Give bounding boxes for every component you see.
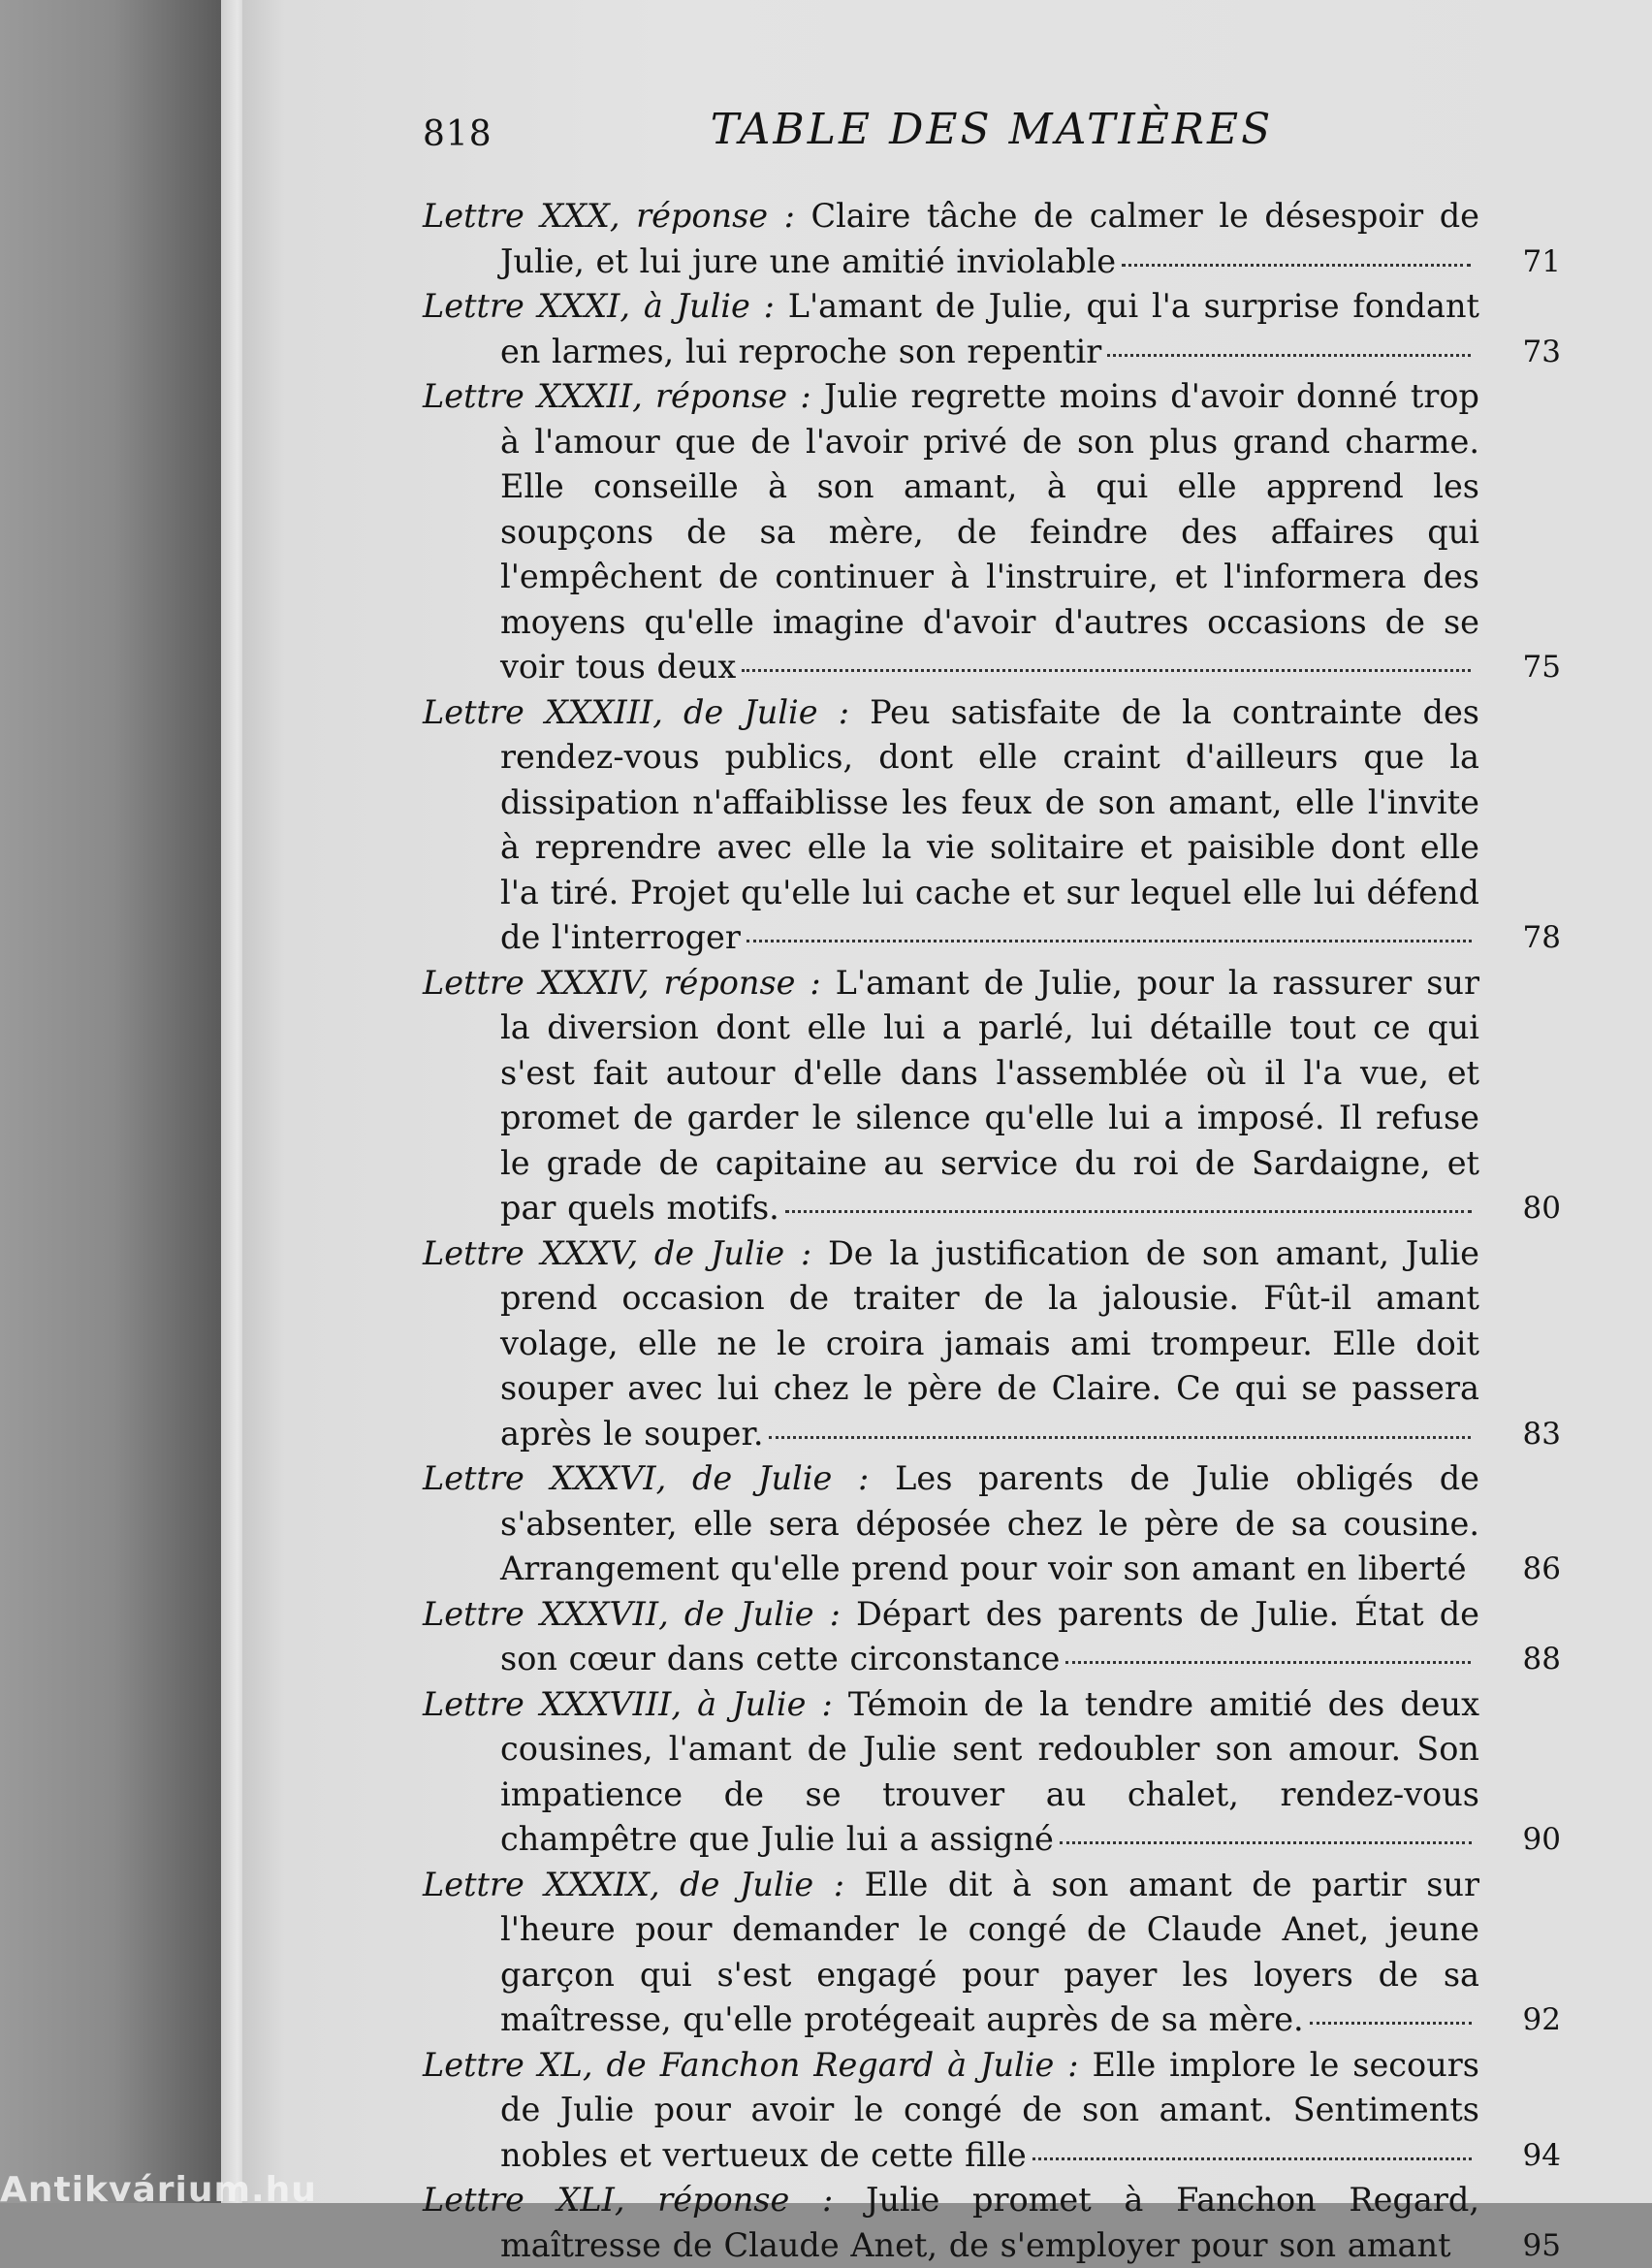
entry-description: Julie promet à Fanchon Regard, maîtresse de Claude Anet, de s'employer pour son amant — [500, 2181, 1479, 2264]
entry-page-number: 86 — [1493, 1547, 1561, 1592]
entry-heading: Lettre XL, de Fanchon Regard à Julie : — [423, 2046, 1079, 2084]
dot-leader — [1032, 2157, 1472, 2160]
page-title: TABLE DES MATIÈRES — [423, 105, 1561, 154]
background-surface — [0, 0, 252, 2203]
entry-description: Julie regrette moins d'avoir donné trop à l'amour que de l'avoir privé de son plus grand charme. Elle conseille à son amant, à qui elle apprend les soupçons de sa mère, de feindre des affaires qui l'empêchent de continuer à l'instruire, et l'informera des moyens qu'elle imagine d'avoir d'autres occasions de se voir tous deux — [500, 377, 1479, 686]
entry-page-number: 80 — [1493, 1186, 1561, 1231]
toc-entry — [423, 1863, 1561, 2043]
entry-heading: Lettre XXXV, de Julie : — [423, 1234, 811, 1272]
toc-entry — [423, 690, 1561, 961]
entry-description: L'amant de Julie, pour la rassurer sur la diversion dont elle lui a parlé, lui détaille tout ce qui s'est fait autour d'elle dans l'assemblée où il l'a vue, et promet de garder le silence qu'elle lui a imposé. Il refuse le grade de capitaine au service du roi de Sardaigne, et par quels motifs. — [500, 964, 1479, 1228]
dot-leader — [742, 669, 1471, 672]
entry-heading: Lettre XXXII, réponse : — [423, 377, 811, 415]
entry-description: Elle dit à son amant de partir sur l'heure pour demander le congé de Claude Anet, jeune garçon qui s'est engagé pour payer les loyers de sa maîtresse, qu'elle protégeait auprès de sa mère. — [500, 1866, 1479, 2039]
dot-leader — [1122, 264, 1471, 267]
toc-entry — [423, 284, 1561, 374]
entry-heading: Lettre XXXIX, de Julie : — [423, 1866, 844, 1903]
entry-page-number: 75 — [1493, 645, 1561, 690]
entry-page-number: 90 — [1493, 1817, 1561, 1863]
toc-entry — [423, 1231, 1561, 1457]
entry-heading: Lettre XXXI, à Julie : — [423, 287, 775, 325]
dot-leader — [785, 1210, 1472, 1213]
entry-page-number: 78 — [1493, 915, 1561, 961]
entry-description: Claire tâche de calmer le désespoir de Julie, et lui jure une amitié inviolable — [500, 197, 1479, 280]
entry-page-number: 83 — [1493, 1412, 1561, 1457]
entry-description: Témoin de la tendre amitié des deux cousines, l'amant de Julie sent redoubler son amour. Son impatience de se trouver au chalet, rendez-vous champêtre que Julie lui a assigné — [500, 1685, 1479, 1859]
entry-heading: Lettre XXXVI, de Julie : — [423, 1459, 869, 1497]
entry-description: Peu satisfaite de la contrainte des rendez-vous publics, dont elle craint d'ailleurs que la dissipation n'affaiblisse les feux de son amant, elle l'invite à reprendre avec elle la vie solitaire et paisible dont elle l'a tiré. Projet qu'elle lui cache et sur lequel elle lui défend de l'interroger — [500, 693, 1479, 957]
dot-leader — [769, 1436, 1471, 1439]
entry-description: Les parents de Julie obligés de s'absenter, elle sera déposée chez le père de sa cousine. Arrangement qu'elle prend pour voir son amant en liberté — [500, 1459, 1479, 1587]
entry-page-number: 92 — [1493, 1997, 1561, 2043]
dot-leader — [747, 940, 1472, 942]
entry-page-number: 94 — [1493, 2133, 1561, 2179]
entry-description: De la justification de son amant, Julie prend occasion de traiter de la jalousie. Fût-il amant volage, elle ne le croira jamais ami trompeur. Elle doit souper avec lui chez le père de Claire. Ce qui se passera après le souper. — [500, 1234, 1479, 1453]
toc-entry — [423, 2043, 1561, 2179]
entry-page-number: 73 — [1493, 330, 1561, 375]
page-number: 818 — [423, 114, 492, 154]
entry-page-number: 88 — [1493, 1637, 1561, 1682]
entry-page-number: 95 — [1493, 2223, 1561, 2268]
entry-heading: Lettre XXXIII, de Julie : — [423, 693, 849, 731]
entry-page-number: 71 — [1493, 240, 1561, 285]
entry-heading: Lettre XXXIV, réponse : — [423, 964, 821, 1002]
toc-entry — [423, 374, 1561, 690]
entry-description: Elle implore le secours de Julie pour avoir le congé de son amant. Sentiments nobles et vertueux de cette fille — [500, 2046, 1479, 2174]
dot-leader — [1065, 1661, 1471, 1664]
entry-heading: Lettre XXXVIII, à Julie : — [423, 1685, 833, 1723]
dot-leader — [1310, 2022, 1472, 2025]
toc-entry — [423, 1682, 1561, 1863]
entry-heading: Lettre XXX, réponse : — [423, 197, 795, 235]
toc-entry — [423, 194, 1561, 284]
watermark: Antikvárium.hu — [0, 2170, 388, 2203]
dot-leader — [1107, 354, 1471, 357]
toc-entry — [423, 2178, 1561, 2268]
toc-entry — [423, 961, 1561, 1231]
entry-heading: Lettre XXXVII, de Julie : — [423, 1595, 841, 1633]
entry-heading: Lettre XLI, réponse : — [423, 2181, 833, 2219]
entry-description: L'amant de Julie, qui l'a surprise fondant en larmes, lui reproche son repentir — [500, 287, 1479, 370]
running-head — [423, 105, 1561, 163]
toc-entry — [423, 1592, 1561, 1682]
book-page — [242, 0, 1652, 2203]
dot-leader — [1060, 1841, 1472, 1844]
entry-description: Départ des parents de Julie. État de son cœur dans cette circonstance — [500, 1595, 1479, 1678]
table-of-contents — [423, 194, 1561, 2268]
toc-entry — [423, 1456, 1561, 1592]
